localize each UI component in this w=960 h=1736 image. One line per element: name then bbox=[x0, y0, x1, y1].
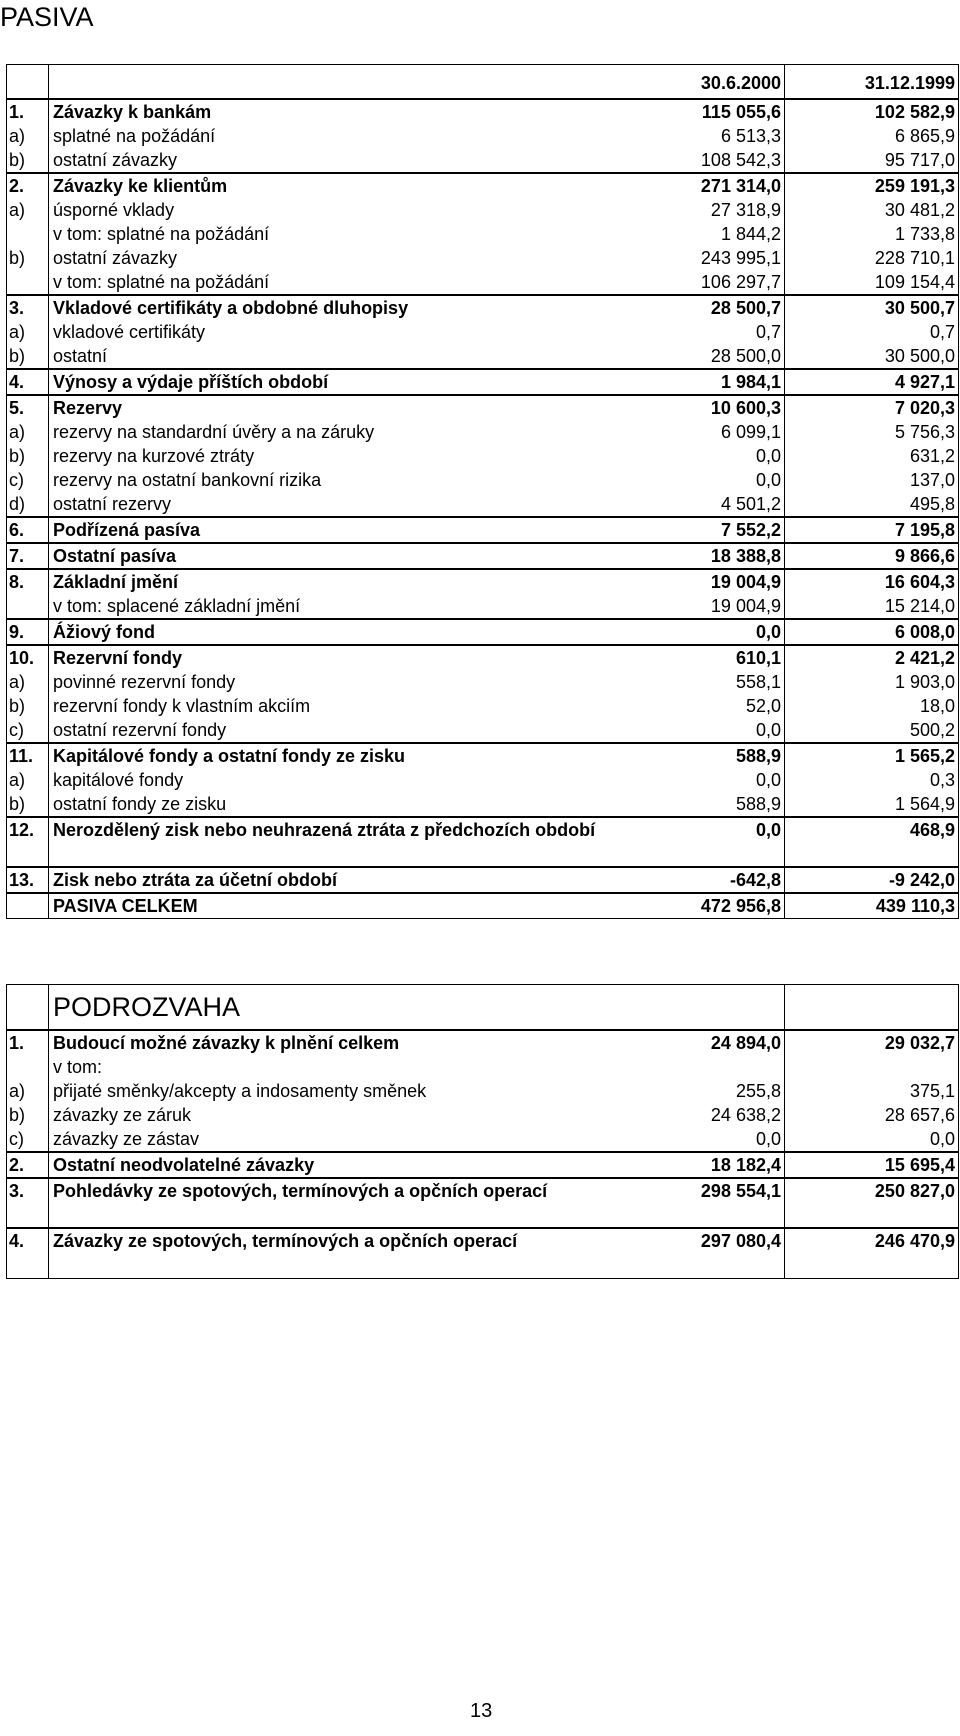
row-label: rezervy na ostatní bankovní rizika bbox=[49, 468, 623, 492]
row-value-col2: 631,2 bbox=[909, 445, 955, 466]
row-label: Ostatní neodvolatelné závazky bbox=[49, 1152, 623, 1178]
row-value-col2: 137,0 bbox=[909, 469, 955, 490]
table-row bbox=[7, 420, 959, 444]
row-index: a) bbox=[9, 671, 26, 692]
row-label: v tom: bbox=[49, 1055, 623, 1079]
row-value-col1: 18 388,8 bbox=[623, 543, 785, 569]
header-row bbox=[7, 65, 959, 99]
row-value-col1: 255,8 bbox=[623, 1079, 785, 1103]
row-value-col2: 2 421,2 bbox=[785, 645, 959, 670]
row-value-col2: 375,1 bbox=[909, 1081, 955, 1101]
table-row bbox=[7, 569, 959, 594]
row-index bbox=[7, 893, 49, 919]
row-value-col1: 108 542,3 bbox=[623, 148, 785, 173]
table-row bbox=[7, 817, 959, 867]
row-label: rezervy na kurzové ztráty bbox=[49, 444, 623, 468]
row-label: ostatní rezervní fondy bbox=[49, 718, 623, 743]
table-row bbox=[7, 1178, 959, 1228]
table-row bbox=[7, 369, 959, 395]
row-value-col2: 7 195,8 bbox=[785, 517, 959, 543]
row-label: závazky ze zástav bbox=[49, 1127, 623, 1152]
row-value-col2: 1 565,2 bbox=[785, 743, 959, 768]
table-row bbox=[7, 792, 959, 817]
row-value-col2: 109 154,4 bbox=[874, 271, 955, 292]
table-row bbox=[7, 1127, 959, 1152]
row-value-col2: 6 008,0 bbox=[785, 619, 959, 645]
pasiva-table bbox=[6, 64, 959, 919]
row-value-col2: 1 903,0 bbox=[894, 671, 955, 692]
header-col1: 30.6.2000 bbox=[623, 65, 785, 99]
podrozvaha-title: PODROZVAHA bbox=[49, 985, 623, 1031]
row-value-col1: 1 984,1 bbox=[623, 369, 785, 395]
row-label: Ážiový fond bbox=[49, 619, 623, 645]
row-value-col2: 28 657,6 bbox=[884, 1105, 955, 1125]
row-label: vkladové certifikáty bbox=[49, 320, 623, 344]
table-row bbox=[7, 173, 959, 198]
row-value-col2: 1 564,9 bbox=[894, 793, 955, 814]
table-row bbox=[7, 295, 959, 320]
table-row bbox=[7, 893, 959, 919]
row-label: ostatní rezervy bbox=[49, 492, 623, 517]
row-label: Základní jmění bbox=[49, 569, 623, 594]
row-label: ostatní fondy ze zisku bbox=[49, 792, 623, 817]
row-value-col1 bbox=[623, 1055, 785, 1079]
row-value-col1: 6 099,1 bbox=[623, 420, 785, 444]
row-label: PASIVA CELKEM bbox=[49, 893, 623, 919]
table-row bbox=[7, 645, 959, 670]
row-index: d) bbox=[9, 493, 26, 514]
table-row bbox=[7, 517, 959, 543]
row-value-col2: 0,0 bbox=[929, 1129, 955, 1149]
row-value-col1: 0,7 bbox=[623, 320, 785, 344]
row-label: ostatní závazky bbox=[49, 246, 623, 270]
row-value-col1: 298 554,1 bbox=[623, 1178, 785, 1228]
row-index bbox=[7, 270, 49, 295]
table-row bbox=[7, 743, 959, 768]
row-label: závazky ze záruk bbox=[49, 1103, 623, 1127]
row-label: Závazky ze spotových, termínových a opčních operací bbox=[49, 1228, 623, 1278]
row-index: a) bbox=[9, 1081, 26, 1101]
row-value-col2: 9 866,6 bbox=[785, 543, 959, 569]
row-index: 13. bbox=[7, 867, 49, 893]
row-value-col2: 30 500,0 bbox=[884, 345, 955, 366]
row-label: Nerozdělený zisk nebo neuhrazená ztráta z předchozích období bbox=[49, 817, 623, 867]
row-label: povinné rezervní fondy bbox=[49, 670, 623, 694]
row-index: b) bbox=[9, 793, 26, 814]
table-row bbox=[7, 543, 959, 569]
row-index: 4. bbox=[7, 1228, 49, 1278]
row-value-col2: 1 733,8 bbox=[894, 223, 955, 244]
row-value-col1: 24 894,0 bbox=[623, 1030, 785, 1055]
row-index bbox=[7, 222, 49, 246]
row-value-col1: 52,0 bbox=[623, 694, 785, 718]
table-row bbox=[7, 1152, 959, 1178]
row-value-col1: 19 004,9 bbox=[623, 569, 785, 594]
row-value-col2: 15 214,0 bbox=[884, 595, 955, 616]
row-value-col1: 28 500,0 bbox=[623, 344, 785, 369]
row-index bbox=[7, 1055, 49, 1079]
row-label: Rezervy bbox=[49, 395, 623, 420]
row-label: Pohledávky ze spotových, termínových a opčních operací bbox=[49, 1178, 623, 1228]
row-label: Budoucí možné závazky k plnění celkem bbox=[49, 1030, 623, 1055]
row-index: 5. bbox=[7, 395, 49, 420]
row-index: a) bbox=[9, 125, 26, 146]
row-value-col1: 106 297,7 bbox=[623, 270, 785, 295]
table-row bbox=[7, 768, 959, 792]
header-label bbox=[49, 65, 623, 99]
row-index: 1. bbox=[7, 1030, 49, 1055]
row-value-col1: 0,0 bbox=[623, 619, 785, 645]
podrozvaha-title-index bbox=[7, 985, 49, 1031]
table-row bbox=[7, 718, 959, 743]
table-row bbox=[7, 99, 959, 124]
row-label: Kapitálové fondy a ostatní fondy ze zisku bbox=[49, 743, 623, 768]
row-value-col2: 102 582,9 bbox=[785, 99, 959, 124]
row-label: Zisk nebo ztráta za účetní období bbox=[49, 867, 623, 893]
table-row bbox=[7, 246, 959, 270]
row-label: Rezervní fondy bbox=[49, 645, 623, 670]
row-label: v tom: splatné na požádání bbox=[49, 222, 623, 246]
row-value-col1: 610,1 bbox=[623, 645, 785, 670]
row-index: 4. bbox=[7, 369, 49, 395]
row-value-col2: 246 470,9 bbox=[785, 1228, 959, 1278]
table-row bbox=[7, 594, 959, 619]
table-row bbox=[7, 492, 959, 517]
row-index: 6. bbox=[7, 517, 49, 543]
row-index: c) bbox=[9, 1129, 24, 1149]
row-value-col1: 0,0 bbox=[623, 817, 785, 867]
table-row bbox=[7, 867, 959, 893]
row-value-col1: 10 600,3 bbox=[623, 395, 785, 420]
table-row bbox=[7, 148, 959, 173]
table-row bbox=[7, 670, 959, 694]
row-value-col2: 16 604,3 bbox=[785, 569, 959, 594]
header-col2: 31.12.1999 bbox=[785, 65, 959, 99]
row-value-col1: 472 956,8 bbox=[623, 893, 785, 919]
row-value-col2: 259 191,3 bbox=[785, 173, 959, 198]
row-value-col1: 0,0 bbox=[623, 1127, 785, 1152]
row-value-col1: 558,1 bbox=[623, 670, 785, 694]
row-label: v tom: splacené základní jmění bbox=[49, 594, 623, 619]
row-value-col1: 297 080,4 bbox=[623, 1228, 785, 1278]
row-index: b) bbox=[9, 149, 26, 170]
row-value-col1: 271 314,0 bbox=[623, 173, 785, 198]
row-index: b) bbox=[9, 345, 26, 366]
row-label: Podřízená pasíva bbox=[49, 517, 623, 543]
table-row bbox=[7, 198, 959, 222]
row-index: b) bbox=[9, 445, 26, 466]
row-value-col1: 0,0 bbox=[623, 718, 785, 743]
row-value-col2: 18,0 bbox=[919, 695, 955, 716]
table-row bbox=[7, 468, 959, 492]
page-number: 13 bbox=[470, 1700, 493, 1722]
row-index: 9. bbox=[7, 619, 49, 645]
row-value-col1: 24 638,2 bbox=[623, 1103, 785, 1127]
row-index: c) bbox=[9, 469, 24, 490]
row-index: a) bbox=[9, 199, 26, 220]
table-row bbox=[7, 444, 959, 468]
row-value-col2: 5 756,3 bbox=[894, 421, 955, 442]
row-value-col2: 0,3 bbox=[929, 769, 955, 790]
page-title: PASIVA bbox=[0, 2, 94, 32]
row-value-col2: 250 827,0 bbox=[785, 1178, 959, 1228]
row-label: rezervní fondy k vlastním akciím bbox=[49, 694, 623, 718]
table-row bbox=[7, 320, 959, 344]
row-index: b) bbox=[9, 695, 26, 716]
row-value-col1: 28 500,7 bbox=[623, 295, 785, 320]
row-value-col2: 95 717,0 bbox=[884, 149, 955, 170]
row-index bbox=[7, 594, 49, 619]
row-index: 12. bbox=[7, 817, 49, 867]
table-row bbox=[7, 395, 959, 420]
row-value-col2: 15 695,4 bbox=[785, 1152, 959, 1178]
row-value-col2: 439 110,3 bbox=[785, 893, 959, 919]
row-value-col1: 243 995,1 bbox=[623, 246, 785, 270]
row-value-col2: 500,2 bbox=[909, 719, 955, 740]
table-row bbox=[7, 1079, 959, 1103]
podrozvaha-title-row bbox=[7, 985, 959, 1031]
row-value-col1: 4 501,2 bbox=[623, 492, 785, 517]
row-value-col1: 0,0 bbox=[623, 444, 785, 468]
row-value-col2: 0,7 bbox=[929, 321, 955, 342]
row-label: Ostatní pasíva bbox=[49, 543, 623, 569]
row-value-col1: 115 055,6 bbox=[623, 99, 785, 124]
row-index: a) bbox=[9, 321, 26, 342]
row-index: b) bbox=[9, 1105, 26, 1125]
table-row bbox=[7, 344, 959, 369]
row-value-col1: 7 552,2 bbox=[623, 517, 785, 543]
row-value-col2 bbox=[785, 1055, 959, 1079]
row-value-col2: 6 865,9 bbox=[894, 125, 955, 146]
podrozvaha-table bbox=[6, 984, 959, 1279]
table-row bbox=[7, 1030, 959, 1055]
podrozvaha-title-col1 bbox=[623, 985, 785, 1031]
row-value-col1: 1 844,2 bbox=[623, 222, 785, 246]
row-index: 7. bbox=[7, 543, 49, 569]
row-value-col1: 588,9 bbox=[623, 743, 785, 768]
row-value-col1: 6 513,3 bbox=[623, 124, 785, 148]
row-index: c) bbox=[9, 719, 24, 740]
row-label: v tom: splatné na požádání bbox=[49, 270, 623, 295]
row-index: 10. bbox=[7, 645, 49, 670]
row-value-col1: 18 182,4 bbox=[623, 1152, 785, 1178]
row-value-col2: 29 032,7 bbox=[785, 1030, 959, 1055]
row-index: 8. bbox=[7, 569, 49, 594]
row-index: 3. bbox=[7, 1178, 49, 1228]
row-label: ostatní bbox=[49, 344, 623, 369]
row-value-col2: 468,9 bbox=[785, 817, 959, 867]
table-row bbox=[7, 124, 959, 148]
row-index: 2. bbox=[7, 1152, 49, 1178]
table-row bbox=[7, 1103, 959, 1127]
row-index: 11. bbox=[7, 743, 49, 768]
row-value-col2: 495,8 bbox=[909, 493, 955, 514]
row-value-col1: 0,0 bbox=[623, 768, 785, 792]
row-index: b) bbox=[9, 247, 26, 268]
header-index bbox=[7, 65, 49, 99]
row-label: ostatní závazky bbox=[49, 148, 623, 173]
row-index: a) bbox=[9, 421, 26, 442]
row-value-col1: 27 318,9 bbox=[623, 198, 785, 222]
row-value-col2: 4 927,1 bbox=[785, 369, 959, 395]
row-label: přijaté směnky/akcepty a indosamenty směnek bbox=[49, 1079, 623, 1103]
row-value-col2: 7 020,3 bbox=[785, 395, 959, 420]
row-index: 2. bbox=[7, 173, 49, 198]
row-label: rezervy na standardní úvěry a na záruky bbox=[49, 420, 623, 444]
row-value-col2: 30 481,2 bbox=[884, 199, 955, 220]
row-index: 3. bbox=[7, 295, 49, 320]
row-label: Vkladové certifikáty a obdobné dluhopisy bbox=[49, 295, 623, 320]
row-value-col2: 228 710,1 bbox=[874, 247, 955, 268]
table-row bbox=[7, 619, 959, 645]
podrozvaha-title-col2 bbox=[785, 985, 959, 1031]
table-row bbox=[7, 694, 959, 718]
row-label: kapitálové fondy bbox=[49, 768, 623, 792]
row-index: a) bbox=[9, 769, 26, 790]
row-label: Závazky ke klientům bbox=[49, 173, 623, 198]
table-row bbox=[7, 270, 959, 295]
table-row bbox=[7, 1228, 959, 1278]
row-value-col1: -642,8 bbox=[623, 867, 785, 893]
row-value-col2: -9 242,0 bbox=[785, 867, 959, 893]
row-label: Závazky k bankám bbox=[49, 99, 623, 124]
row-label: Výnosy a výdaje příštích období bbox=[49, 369, 623, 395]
table-row bbox=[7, 222, 959, 246]
row-value-col1: 19 004,9 bbox=[623, 594, 785, 619]
row-value-col1: 0,0 bbox=[623, 468, 785, 492]
row-label: splatné na požádání bbox=[49, 124, 623, 148]
row-index: 1. bbox=[7, 99, 49, 124]
row-value-col1: 588,9 bbox=[623, 792, 785, 817]
table-row bbox=[7, 1055, 959, 1079]
row-label: úsporné vklady bbox=[49, 198, 623, 222]
row-value-col2: 30 500,7 bbox=[785, 295, 959, 320]
